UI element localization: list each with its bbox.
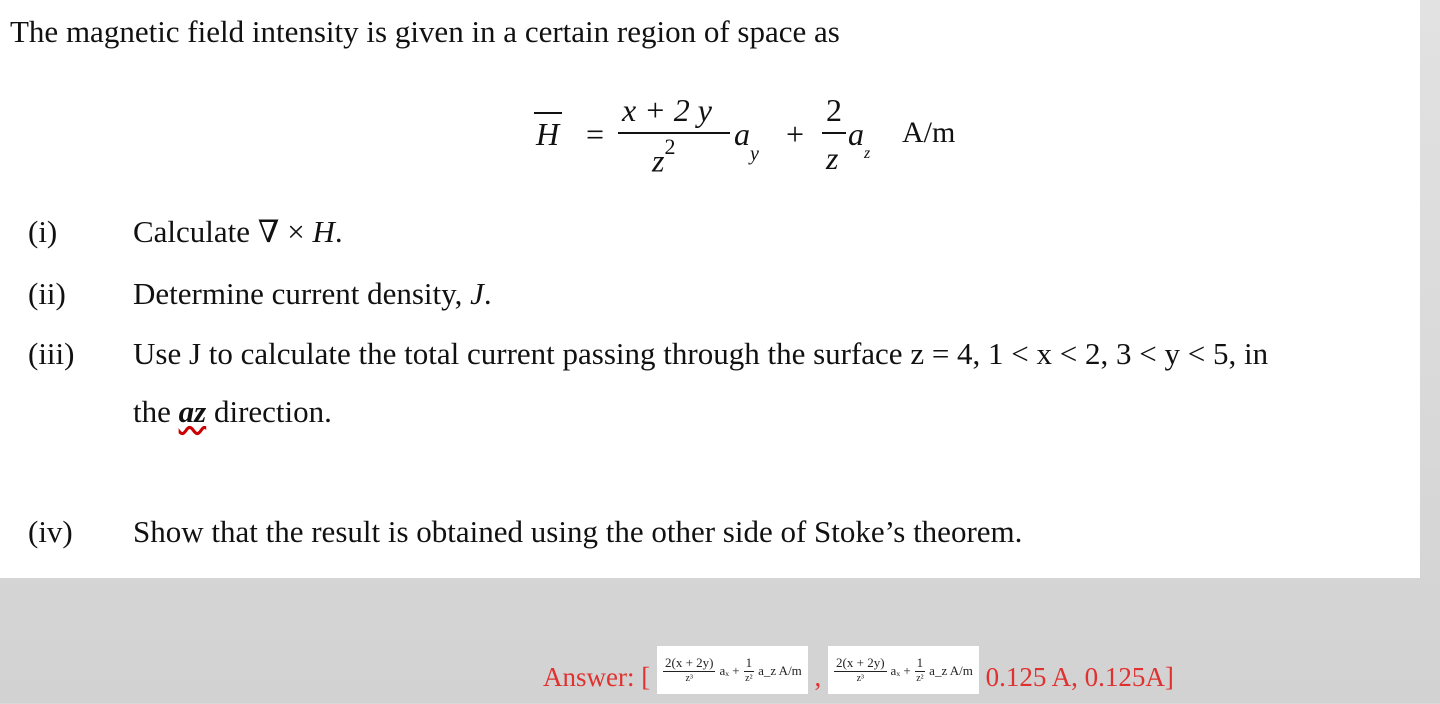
item-text: Calculate ∇ × H. [133, 214, 343, 249]
eq-term1-denominator: $z^2$ [652, 134, 676, 179]
answer-values: 0.125 A, 0.125A] [985, 662, 1174, 693]
answer-equation-2: $\frac{2(x + 2y)}{\text{z³}}$ aₓ + $\frac{1}{\text{z²}}$ a_z A/m [828, 646, 979, 694]
question-item-iv [28, 514, 1328, 554]
eq-fraction-bar-2 [822, 132, 846, 134]
answer-label: Answer: [ [543, 662, 651, 693]
item-number: (iii) [28, 336, 75, 371]
item-number: (i) [28, 214, 58, 249]
eq-unit-vector-z: $a_z$ [848, 116, 871, 163]
item-number: (iv) [28, 514, 73, 549]
problem-intro: The magnetic field intensity is given in a certain region of space as [10, 14, 840, 49]
eq-term2-numerator: 2 [826, 92, 842, 128]
eq-plus: + [786, 116, 805, 152]
answer-equation-1: $\frac{2(x + 2y)}{\text{z³}}$ aₓ + $\frac{1}{\text{z²}}$ a_z A/m [657, 646, 808, 694]
field-equation [530, 92, 990, 192]
question-item-i [28, 214, 928, 254]
eq-term1-numerator: x + 2 y [622, 92, 712, 128]
answer-separator: , [814, 662, 822, 693]
eq-equals: = [586, 116, 605, 152]
item-text: Determine current density, J. [133, 276, 492, 311]
item-text: Show that the result is obtained using the other side of Stoke’s theorem. [133, 514, 1023, 549]
vector-bar [534, 112, 562, 114]
item-text-line1: Use J to calculate the total current passing through the surface z = 4, 1 < x < 2, 3 < y < 5, in [133, 336, 1269, 371]
answer-line [543, 656, 1174, 704]
item-number: (ii) [28, 276, 66, 311]
eq-unit-vector-y: $a_y$ [734, 116, 759, 166]
item-text-line2: the az direction. [133, 394, 332, 429]
eq-units: A/m [902, 116, 956, 149]
question-item-iii [28, 336, 1418, 436]
eq-lhs: H [536, 116, 560, 152]
question-item-ii [28, 276, 928, 316]
eq-term2-denominator: z [826, 140, 839, 176]
